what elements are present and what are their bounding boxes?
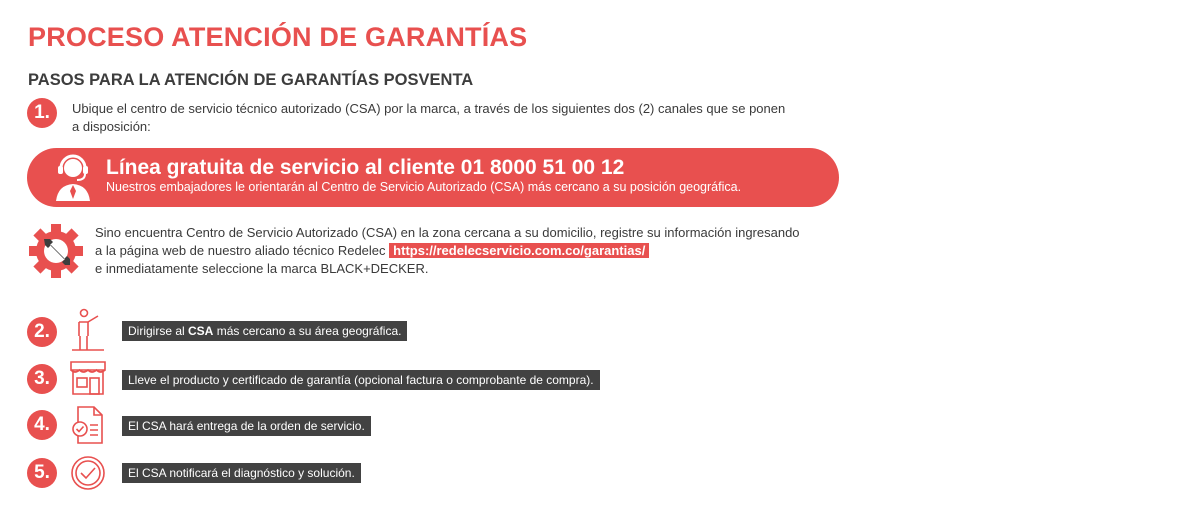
step-number-4: 4.: [27, 410, 57, 440]
step5-label: El CSA notificará el diagnóstico y solución.: [122, 463, 361, 483]
store-icon: [68, 360, 104, 400]
step2-text-bold: CSA: [188, 324, 214, 338]
step4-label: El CSA hará entrega de la orden de servicio.: [122, 416, 371, 436]
step1-description: [72, 100, 852, 136]
page-title: PROCESO ATENCIÓN DE GARANTÍAS: [28, 22, 528, 52]
gear-wrench-icon: [27, 222, 85, 285]
step-number-1: 1.: [27, 98, 57, 128]
step3-label: Lleve el producto y certificado de garantía (opcional factura o comprobante de compra).: [122, 370, 600, 390]
redelec-link[interactable]: https://redelecservicio.com.co/garantias/: [389, 243, 649, 258]
step2-text-post: más cercano a su área geográfica.: [213, 324, 402, 338]
step-number-3: 3.: [27, 364, 57, 394]
page-subtitle: PASOS PARA LA ATENCIÓN DE GARANTÍAS POSVENTA: [28, 71, 474, 89]
step2-text-pre: Dirigirse al: [128, 324, 189, 338]
person-pointing-icon: [70, 308, 106, 348]
web-line2-prefix: a la página web de nuestro aliado técnico Redelec: [95, 243, 386, 258]
step1-line1: Ubique el centro de servicio técnico autorizado (CSA) por la marca, a través de los siguientes dos (2) canales que se ponen: [72, 101, 786, 116]
web-line2: [95, 242, 895, 260]
hotline-title: Línea gratuita de servicio al cliente 01 8000 51 00 12: [106, 156, 625, 179]
step-number-2: 2.: [27, 317, 57, 347]
web-line3: e inmediatamente seleccione la marca BLACK+DECKER.: [95, 261, 429, 276]
step2-label: [122, 321, 407, 341]
step1-line2: a disposición:: [72, 119, 151, 134]
web-option-text: [95, 224, 895, 278]
document-check-icon: [70, 405, 106, 445]
headset-agent-icon: [48, 151, 98, 210]
hotline-subtitle: Nuestros embajadores le orientarán al Centro de Servicio Autorizado (CSA) más cercano a su posición geográfica.: [106, 180, 742, 194]
step-number-5: 5.: [27, 458, 57, 488]
check-circle-icon: [70, 455, 106, 495]
web-line1: Sino encuentra Centro de Servicio Autorizado (CSA) en la zona cercana a su domicilio, registre su información ingresando: [95, 225, 800, 240]
